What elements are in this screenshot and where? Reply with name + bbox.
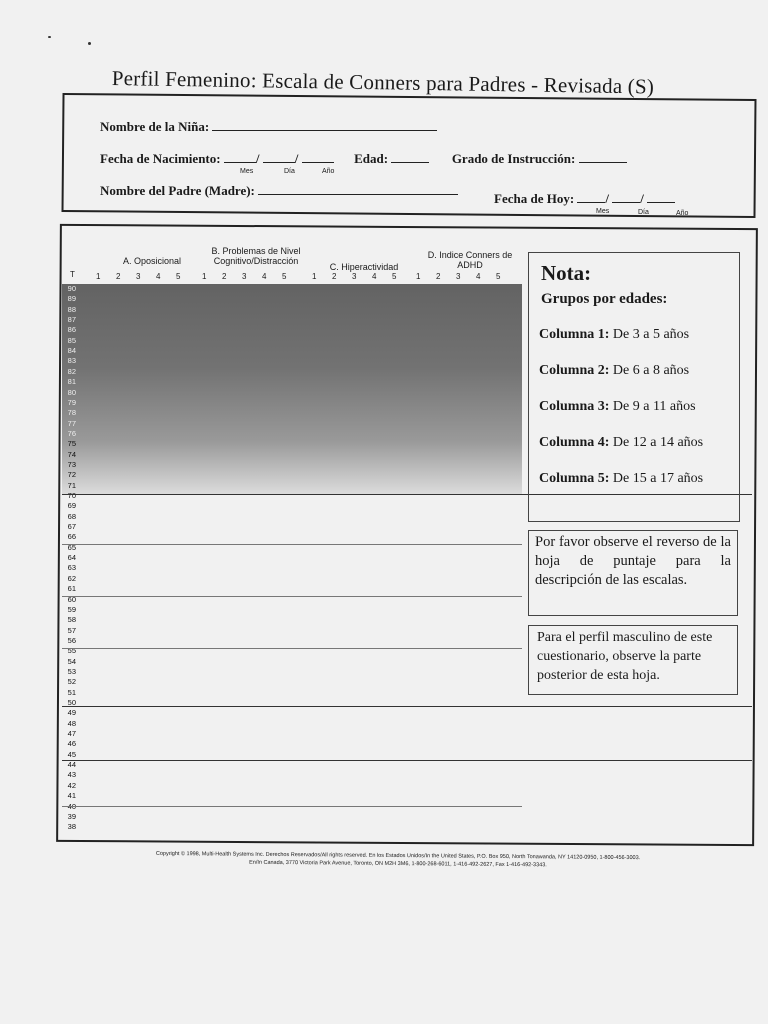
t-score-row: 41 [67,791,76,801]
col-range: De 15 a 17 años [612,471,704,486]
t-score-row: 69 [67,501,76,511]
today-year-field[interactable] [647,190,675,203]
col-label: Columna 2: [539,363,610,378]
t-score-header: T [70,270,75,279]
note-title: Nota: [541,261,592,285]
today-row: Fecha de Hoy: / / [494,190,675,207]
t-score-row: 71 [67,480,76,490]
t-score-row: 42 [67,780,76,790]
column-number: 2 [332,272,337,281]
birthdate-day-field[interactable] [263,150,295,163]
parent-field[interactable] [258,182,458,195]
t-score-row: 65 [67,542,76,552]
t-score-row: 78 [67,408,76,418]
t-score-row: 73 [67,459,76,469]
t-score-row: 40 [67,801,76,811]
t-score-row: 39 [67,811,76,821]
birthdate-month-field[interactable] [224,150,256,163]
parent-row [100,182,458,199]
column-number: 1 [312,272,317,281]
divider-60 [62,596,522,597]
reverse-side-note: Por favor observe el reverso de la hoja de puntaje para la descripción de las escalas. [528,530,738,616]
col-label: Columna 4: [539,435,610,450]
col-range: De 9 a 11 años [612,399,696,414]
page-title: Perfil Femenino: Escala de Conners para Padres - Revisada (S) [111,66,655,99]
t-score-row: 60 [67,594,76,604]
t-score-row: 62 [67,573,76,583]
t-score-row: 52 [67,677,76,687]
column-number: 4 [372,272,377,281]
t-score-row: 49 [67,708,76,718]
column-number: 5 [392,272,397,281]
col-label: Columna 5: [539,471,610,486]
t-score-row: 48 [67,718,76,728]
t-score-row: 83 [67,356,76,366]
column-number: 1 [202,272,207,281]
t-score-row: 75 [67,439,76,449]
t-score-row: 79 [67,397,76,407]
col-label: Columna 3: [539,399,610,414]
parent-label: Nombre del Padre (Madre): [100,183,255,198]
t-score-row: 82 [67,366,76,376]
birthdate-row: Fecha de Nacimiento: / / Edad: Grado de Instrucción: [100,150,627,167]
divider-44 [62,760,752,761]
t-score-row: 87 [67,315,76,325]
note-column-5 [539,471,703,487]
t-score-row: 74 [67,449,76,459]
t-score-row: 50 [67,698,76,707]
t-score-row: 68 [67,511,76,521]
note-column-2 [539,363,689,379]
t-score-row: 89 [67,294,76,304]
scale-d-header: D. Indice Conners de ADHD [427,250,513,270]
t-score-row: 54 [67,656,76,666]
t-score-row: 61 [67,584,76,594]
note-column-1 [539,327,689,343]
t-score-row: 57 [67,625,76,635]
name-row [100,118,437,135]
footer-line-2: En/In Canada, 3770 Victoria Park Avenue, Toronto, ON M2H 3M6, 1-800-268-6011, 1-416-492-2627, Fax 1-416-492-3343. [249,859,547,869]
t-score-row: 38 [67,822,76,832]
grade-field[interactable] [579,150,627,163]
today-month-field[interactable] [577,190,605,203]
t-score-row: 86 [67,325,76,335]
t-score-row: 72 [67,470,76,480]
today-year-caption: Año [676,210,689,217]
t-score-row: 53 [67,666,76,676]
column-number: 4 [476,272,481,281]
col-range: De 6 a 8 años [612,363,690,378]
note-subtitle: Grupos por edades: [541,291,668,307]
divider-40 [62,806,522,807]
age-label: Edad: [354,151,389,166]
t-score-row: 90 [67,284,76,293]
t-score-row: 46 [67,739,76,749]
name-field[interactable] [212,118,437,131]
t-score-row: 64 [67,553,76,563]
column-number: 4 [156,272,161,281]
birthdate-label: Fecha de Nacimiento: [100,151,221,166]
column-number: 3 [456,272,461,281]
footer-line-1: Copyright © 1998, Multi-Health Systems Inc. Derechos Reservados/All rights reserved. En los Estados Unidos/In the United States, P.O. Box 950, North Tonawanda, NY 14120-0950, 1-800-456-3003. [155,850,641,862]
t-score-row: 58 [67,615,76,625]
today-day-caption: Día [638,209,649,216]
scale-b-header: B. Problemas de Nivel Cognitivo/Distracción [211,246,301,266]
column-number: 4 [262,272,267,281]
note-column-4 [539,435,703,451]
birth-year-caption: Año [322,168,335,175]
elevated-range-shading [62,284,522,494]
t-score-row: 67 [67,522,76,532]
t-score-row: 66 [67,532,76,542]
copyright-footer [98,849,698,870]
male-profile-note: Para el perfil masculino de este cuestionario, observe la parte posterior de esta hoja. [528,625,738,695]
today-month-caption: Mes [596,208,610,215]
column-number: 3 [352,272,357,281]
t-score-row: 85 [67,335,76,345]
col-label: Columna 1: [539,327,610,342]
t-score-row: 63 [67,563,76,573]
column-number: 5 [176,272,181,281]
col-range: De 3 a 5 años [612,327,690,342]
t-score-row: 45 [67,749,76,759]
note-column-3 [539,399,696,415]
t-score-row: 51 [67,687,76,697]
birthdate-year-field[interactable] [302,150,334,163]
scale-a-header: A. Oposicional [122,256,182,266]
t-score-row: 76 [67,428,76,438]
column-number: 1 [96,272,101,281]
t-score-row: 59 [67,604,76,614]
name-label: Nombre de la Niña: [100,119,210,134]
t-score-row: 88 [67,304,76,314]
column-number: 3 [242,272,247,281]
t-score-row: 55 [67,646,76,656]
col-range: De 12 a 14 años [612,435,704,450]
t-score-row: 44 [67,760,76,770]
divider-55 [62,648,522,649]
today-day-field[interactable] [612,190,640,203]
t-score-row: 70 [67,491,76,500]
grade-label: Grado de Instrucción: [451,151,576,166]
birth-day-caption: Día [284,168,295,175]
t-score-row: 47 [67,729,76,739]
t-score-row: 56 [67,635,76,645]
column-number: 2 [222,272,227,281]
age-field[interactable] [391,150,429,163]
t-score-row: 84 [67,346,76,356]
scan-speck [88,42,91,45]
age-groups-note [528,252,740,522]
divider-65 [62,544,522,545]
column-number: 5 [282,272,287,281]
divider-50 [62,706,752,707]
t-score-row: 43 [67,770,76,780]
t-score-row: 77 [67,418,76,428]
birth-month-caption: Mes [240,168,254,175]
t-score-row: 80 [67,387,76,397]
scale-c-header: C. Hiperactividad [329,262,399,272]
column-number: 2 [436,272,441,281]
scan-speck [48,36,51,38]
column-number: 2 [116,272,121,281]
t-score-row: 81 [67,377,76,387]
column-number: 1 [416,272,421,281]
today-label: Fecha de Hoy: [494,191,575,206]
column-number: 3 [136,272,141,281]
column-number: 5 [496,272,501,281]
